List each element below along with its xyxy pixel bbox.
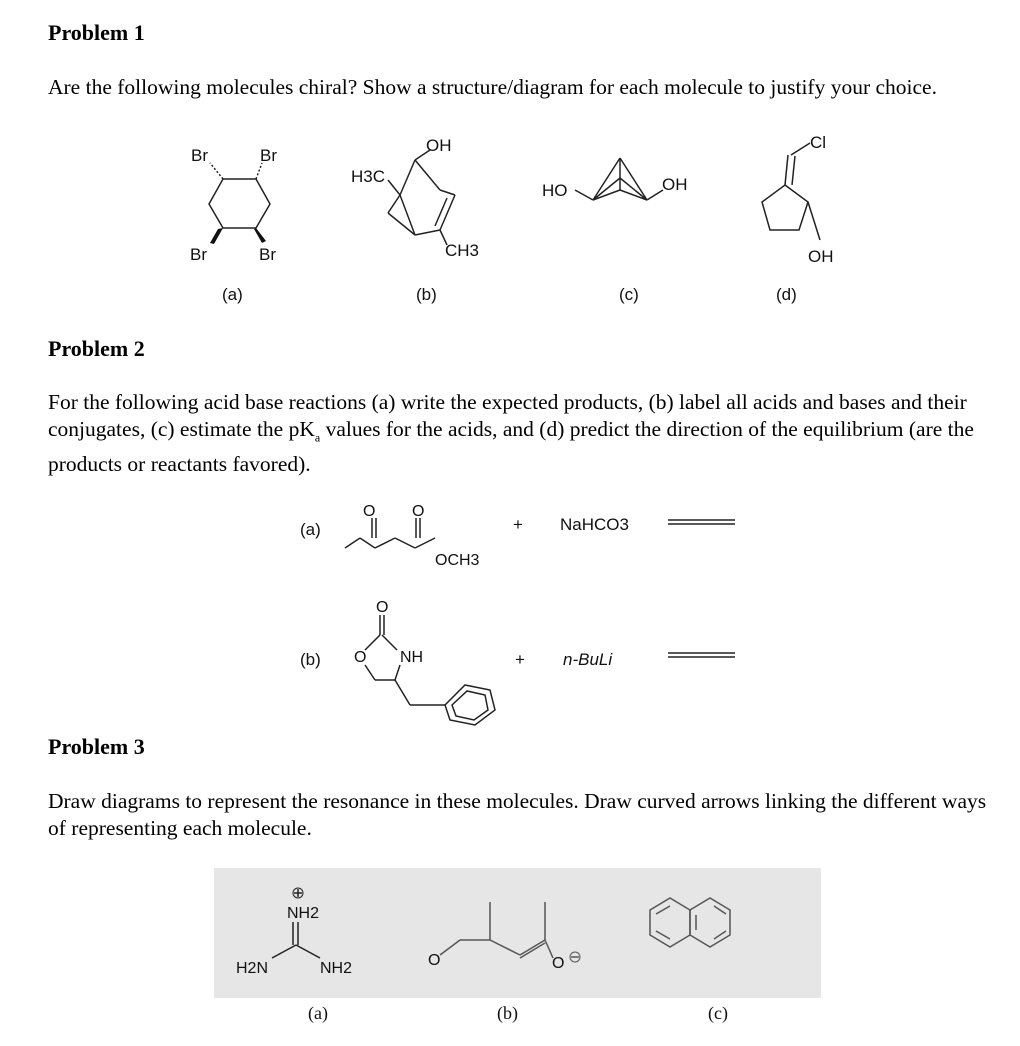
problem-1-text: Are the following molecules chiral? Show a structure/diagram for each molecule to justify your choice. [48,75,937,99]
problem-2-heading: Problem 2 [48,336,145,361]
molecule-1b [351,136,479,304]
mol-1b-oh: OH [426,136,452,155]
rxn-2b-o1: O [376,599,389,616]
mol-1a-br-4: Br [259,245,276,264]
mol-1c-label: (c) [619,285,639,304]
reaction-2a [300,503,735,569]
mol-1a-br-3: Br [190,245,207,264]
rxn-2b-plus: + [515,650,525,669]
mol-1b-ch3: CH3 [445,241,480,260]
rxn-2b-label: (b) [300,650,321,669]
mol-3a-nh2-right: NH2 [320,960,353,977]
mol-1b-h3c: H3C [351,167,386,186]
problem-2-text-before: For the following acid base reactions (a) write the expected products, (b) label all acids and bases and their conjugates, (c) estimate the pK [48,390,967,441]
mol-3a-h2n: H2N [236,960,269,977]
molecule-1a [190,146,277,304]
mol-1d-cl: Cl [810,133,827,152]
mol-1a-br-2: Br [260,146,277,165]
molecule-1c [542,158,688,304]
mol-1c-ho: HO [542,181,568,200]
rxn-2a-o1: O [363,503,376,520]
rxn-2b-nh: NH [400,649,424,666]
rxn-2a-och3: OCH3 [435,552,480,569]
rxn-2a-o2: O [412,503,425,520]
rxn-2a-reagent: NaHCO3 [560,515,629,534]
mol-1a-label: (a) [222,285,243,304]
problem-2-text-sub: a [314,430,321,445]
mol-1d-oh: OH [808,247,834,266]
problem-3-heading: Problem 3 [48,734,145,759]
mol-1d-label: (d) [776,285,797,304]
rxn-2b-o2: O [354,649,367,666]
mol-1b-label: (b) [416,285,437,304]
mol-3c-label: (c) [708,1003,728,1023]
molecule-1d [762,133,834,304]
mol-3b-o-left: O [428,952,441,969]
resonance-panel [214,868,821,998]
rxn-2b-reagent: n-BuLi [563,650,613,669]
rxn-2a-label: (a) [300,520,321,539]
mol-3b-label: (b) [497,1003,518,1023]
rxn-2a-plus: + [513,515,523,534]
mol-3a-nh2-top: NH2 [287,905,320,922]
reaction-2b [300,599,735,725]
mol-1c-oh: OH [662,175,688,194]
mol-1a-br-1: Br [191,146,208,165]
mol-3a-label: (a) [308,1003,328,1023]
problem-1-heading: Problem 1 [48,20,145,45]
problem-2-text-after: values for the acids, and (d) predict the direction of the equilibrium (are the products or reactants favored). [48,417,974,477]
problem-3-text: Draw diagrams to represent the resonance in these molecules. Draw curved arrows linking the different ways of representing each molecule. [48,789,987,840]
problem-2-text [48,389,998,478]
mol-3b-o-right: O [552,955,565,972]
